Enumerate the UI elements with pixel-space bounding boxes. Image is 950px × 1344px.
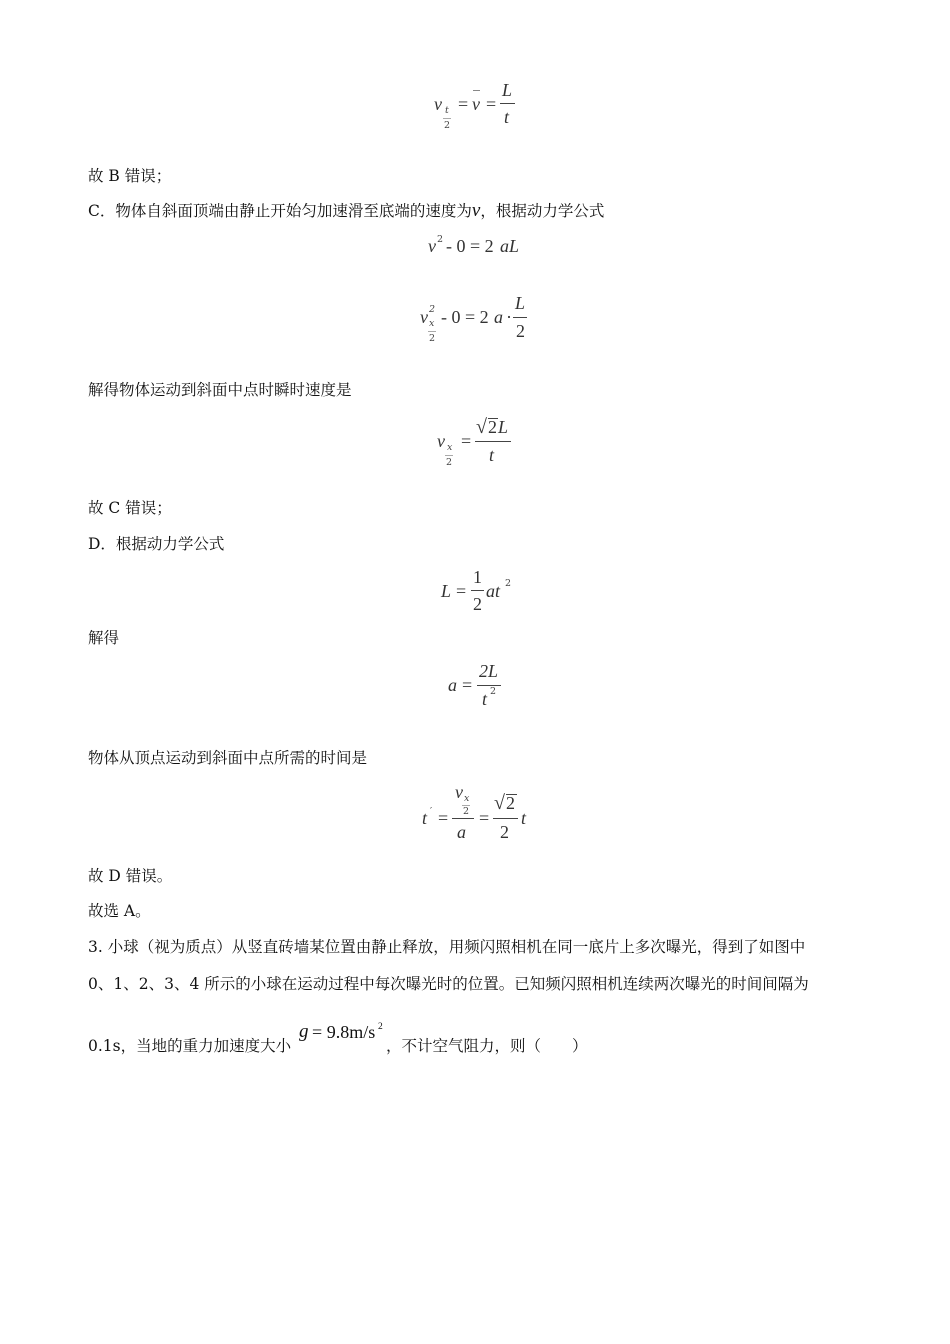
question-3-line-2: 0、1、2、3、4 所示的小球在运动过程中每次曝光时的位置。已知频闪照相机连续两次曝光的时间间隔为 xyxy=(88,975,809,993)
solve-text: 解得 xyxy=(88,629,120,647)
eq-numerator: 2 xyxy=(506,793,515,813)
gravity-symbol: g xyxy=(299,1021,309,1042)
eq-numerator: L xyxy=(502,80,513,100)
eq-numerator: v xyxy=(455,782,463,802)
eq-text: - 0 = 2 xyxy=(446,236,494,256)
eq-operator: = xyxy=(456,581,467,601)
option-c-text-a: C．物体自斜面顶端由静止开始匀加速滑至底端的速度为 xyxy=(88,202,472,220)
eq-subscript: 2 xyxy=(444,120,451,131)
conclusion-d: 故 D 错误。 xyxy=(88,867,173,885)
eq-subscript: 2 xyxy=(446,457,453,468)
eq-symbol: v xyxy=(420,307,428,327)
eq-symbol: v xyxy=(437,431,445,451)
eq-subscript: 2 xyxy=(429,333,436,344)
eq-denominator: t xyxy=(504,107,510,127)
eq-denominator: t xyxy=(482,689,488,709)
eq-numerator: 2 xyxy=(488,417,497,437)
sqrt-symbol: √ xyxy=(494,792,505,814)
eq-subscript: x xyxy=(464,793,470,804)
question-3-text-b: ，不计空气阻力，则（ ） xyxy=(386,1037,588,1055)
eq-superscript: 2 xyxy=(429,304,436,315)
eq-subscript: x xyxy=(447,442,453,453)
eq-subscript: 2 xyxy=(463,806,470,817)
eq-subscript: x xyxy=(429,318,435,329)
question-3-line-3 xyxy=(88,1021,588,1056)
eq-superscript: 2 xyxy=(490,686,497,697)
sqrt-symbol: √ xyxy=(476,416,487,438)
eq-operator: = xyxy=(479,808,490,828)
eq-symbol: L xyxy=(441,581,452,601)
eq-operator: · xyxy=(506,307,512,327)
time-text: 物体从顶点运动到斜面中点所需的时间是 xyxy=(88,749,368,767)
eq-text: - 0 = 2 xyxy=(441,307,489,327)
conclusion-b: 故 B 错误； xyxy=(88,167,172,185)
eq-denominator: t xyxy=(489,445,495,465)
gravity-formula xyxy=(296,1021,386,1056)
eq-denominator: 2 xyxy=(500,822,509,842)
eq-numerator: L xyxy=(498,417,509,437)
option-c-v: v xyxy=(471,200,481,221)
eq-symbol: a xyxy=(448,675,457,695)
answer: 故选 A。 xyxy=(88,902,151,920)
option-d-text: D．根据动力学公式 xyxy=(88,535,225,553)
eq-symbol: t xyxy=(422,808,428,828)
eq-numerator: 1 xyxy=(473,567,482,587)
eq-superscript: 2 xyxy=(505,578,512,589)
eq-symbol: v xyxy=(434,94,442,114)
eq-symbol: a xyxy=(494,307,503,327)
eq-denominator: 2 xyxy=(473,594,482,614)
eq-superscript: 2 xyxy=(437,234,444,245)
solve-midpoint-text: 解得物体运动到斜面中点时瞬时速度是 xyxy=(88,381,352,399)
eq-prime: ′ xyxy=(430,806,433,817)
question-3-text-a: 0.1s，当地的重力加速度大小 xyxy=(88,1037,292,1055)
eq-denominator: a xyxy=(457,822,466,842)
eq-symbol: v xyxy=(472,94,480,114)
eq-operator: = xyxy=(486,94,497,114)
question-3-line-1: 3. 小球（视为质点）从竖直砖墙某位置由静止释放，用频闪照相机在同一底片上多次曝光，得到了如图中 xyxy=(88,938,806,956)
eq-numerator: L xyxy=(515,293,526,313)
eq-operator: = xyxy=(462,675,473,695)
eq-symbol: t xyxy=(521,808,527,828)
eq-symbol: aL xyxy=(500,236,520,256)
gravity-superscript: 2 xyxy=(378,1022,383,1032)
eq-symbol: at xyxy=(486,581,501,601)
gravity-value: = 9.8m/s xyxy=(312,1022,376,1042)
eq-operator: = xyxy=(458,94,469,114)
eq-numerator: 2L xyxy=(479,661,499,681)
eq-denominator: 2 xyxy=(516,321,525,341)
eq-operator: = xyxy=(461,431,472,451)
option-c-text-b: ，根据动力学公式 xyxy=(480,202,605,220)
option-c-text xyxy=(88,201,604,221)
conclusion-c: 故 C 错误； xyxy=(88,499,172,517)
eq-operator: = xyxy=(438,808,449,828)
eq-subscript: t xyxy=(445,105,449,116)
eq-symbol: v xyxy=(428,236,436,256)
